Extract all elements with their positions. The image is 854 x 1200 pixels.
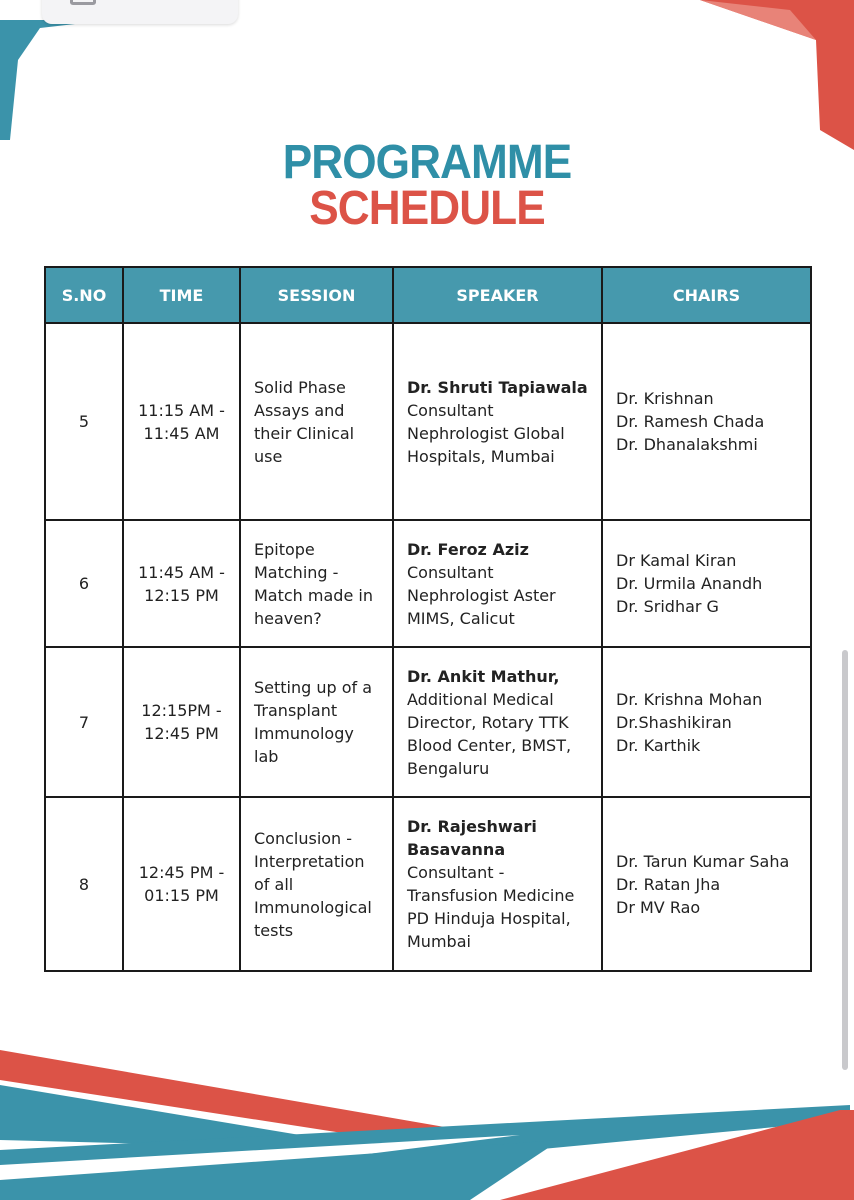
cell-chairs <box>602 797 811 971</box>
speaker-desc: Consultant - Transfusion Medicine PD Hinduja Hospital, Mumbai <box>407 863 575 951</box>
cell-speaker <box>393 520 602 647</box>
cell-time <box>123 323 240 520</box>
session-text: Conclusion - Interpretation of all Immunological tests <box>254 828 372 940</box>
cell-time <box>123 647 240 797</box>
chairs-text: Dr Kamal Kiran Dr. Urmila Anandh Dr. Sridhar G <box>616 551 763 616</box>
cell-chairs <box>602 323 811 520</box>
time-text: 12:15PM - 12:45 PM <box>141 701 222 743</box>
speaker-name: Dr. Shruti Tapiawala <box>407 377 588 397</box>
cell-session <box>240 647 393 797</box>
header-session: SESSION <box>240 267 393 323</box>
scrollbar-thumb <box>842 650 848 1070</box>
chairs-text: Dr. Krishnan Dr. Ramesh Chada Dr. Dhanalakshmi <box>616 389 765 454</box>
chairs-text: Dr. Krishna Mohan Dr.Shashikiran Dr. Karthik <box>616 689 763 755</box>
speaker-name: Dr. Rajeshwari Basavanna <box>407 817 537 859</box>
speaker-desc: Consultant Nephrologist Aster MIMS, Calicut <box>407 562 556 628</box>
time-text: 11:15 AM - 11:45 AM <box>138 400 225 443</box>
table-row <box>45 323 811 520</box>
cell-sno: 6 <box>45 520 123 647</box>
time-text: 12:45 PM - 01:15 PM <box>138 863 225 905</box>
speaker-desc: Additional Medical Director, Rotary TTK Blood Center, BMST, Bengaluru <box>407 689 572 778</box>
schedule-table <box>44 266 812 972</box>
title-programme: PROGRAMME <box>282 136 572 189</box>
time-text: 11:45 AM - 12:15 PM <box>138 562 225 605</box>
speaker-name: Dr. Ankit Mathur, <box>407 666 560 686</box>
table-row <box>45 520 811 647</box>
session-text: Epitope Matching - Match made in heaven? <box>254 539 373 628</box>
cell-session <box>240 323 393 520</box>
cell-sno: 7 <box>45 647 123 797</box>
cell-session <box>240 797 393 971</box>
cell-sno: 8 <box>45 797 123 971</box>
chairs-text: Dr. Tarun Kumar Saha Dr. Ratan Jha Dr MV Rao <box>616 851 790 917</box>
cell-speaker <box>393 323 602 520</box>
table-row <box>45 647 811 797</box>
header-chairs: CHAIRS <box>602 267 811 323</box>
header-speaker: SPEAKER <box>393 267 602 323</box>
header-sno: S.NO <box>45 267 123 323</box>
session-text: Setting up of a Transplant Immunology lab <box>254 678 373 766</box>
cell-session <box>240 520 393 647</box>
cell-speaker <box>393 797 602 971</box>
session-text: Solid Phase Assays and their Clinical use <box>254 377 355 466</box>
speaker-desc: Consultant Nephrologist Global Hospitals, Mumbai <box>407 400 565 466</box>
header-time: TIME <box>123 267 240 323</box>
cell-chairs <box>602 647 811 797</box>
table-header-row <box>45 267 811 323</box>
title-schedule: SCHEDULE <box>309 182 545 235</box>
cell-chairs <box>602 520 811 647</box>
cell-time <box>123 520 240 647</box>
cell-time <box>123 797 240 971</box>
page-indicator <box>42 0 238 24</box>
cell-speaker <box>393 647 602 797</box>
speaker-name: Dr. Feroz Aziz <box>407 539 529 559</box>
table-row <box>45 797 811 971</box>
cell-sno: 5 <box>45 323 123 520</box>
page-icon <box>70 0 96 5</box>
